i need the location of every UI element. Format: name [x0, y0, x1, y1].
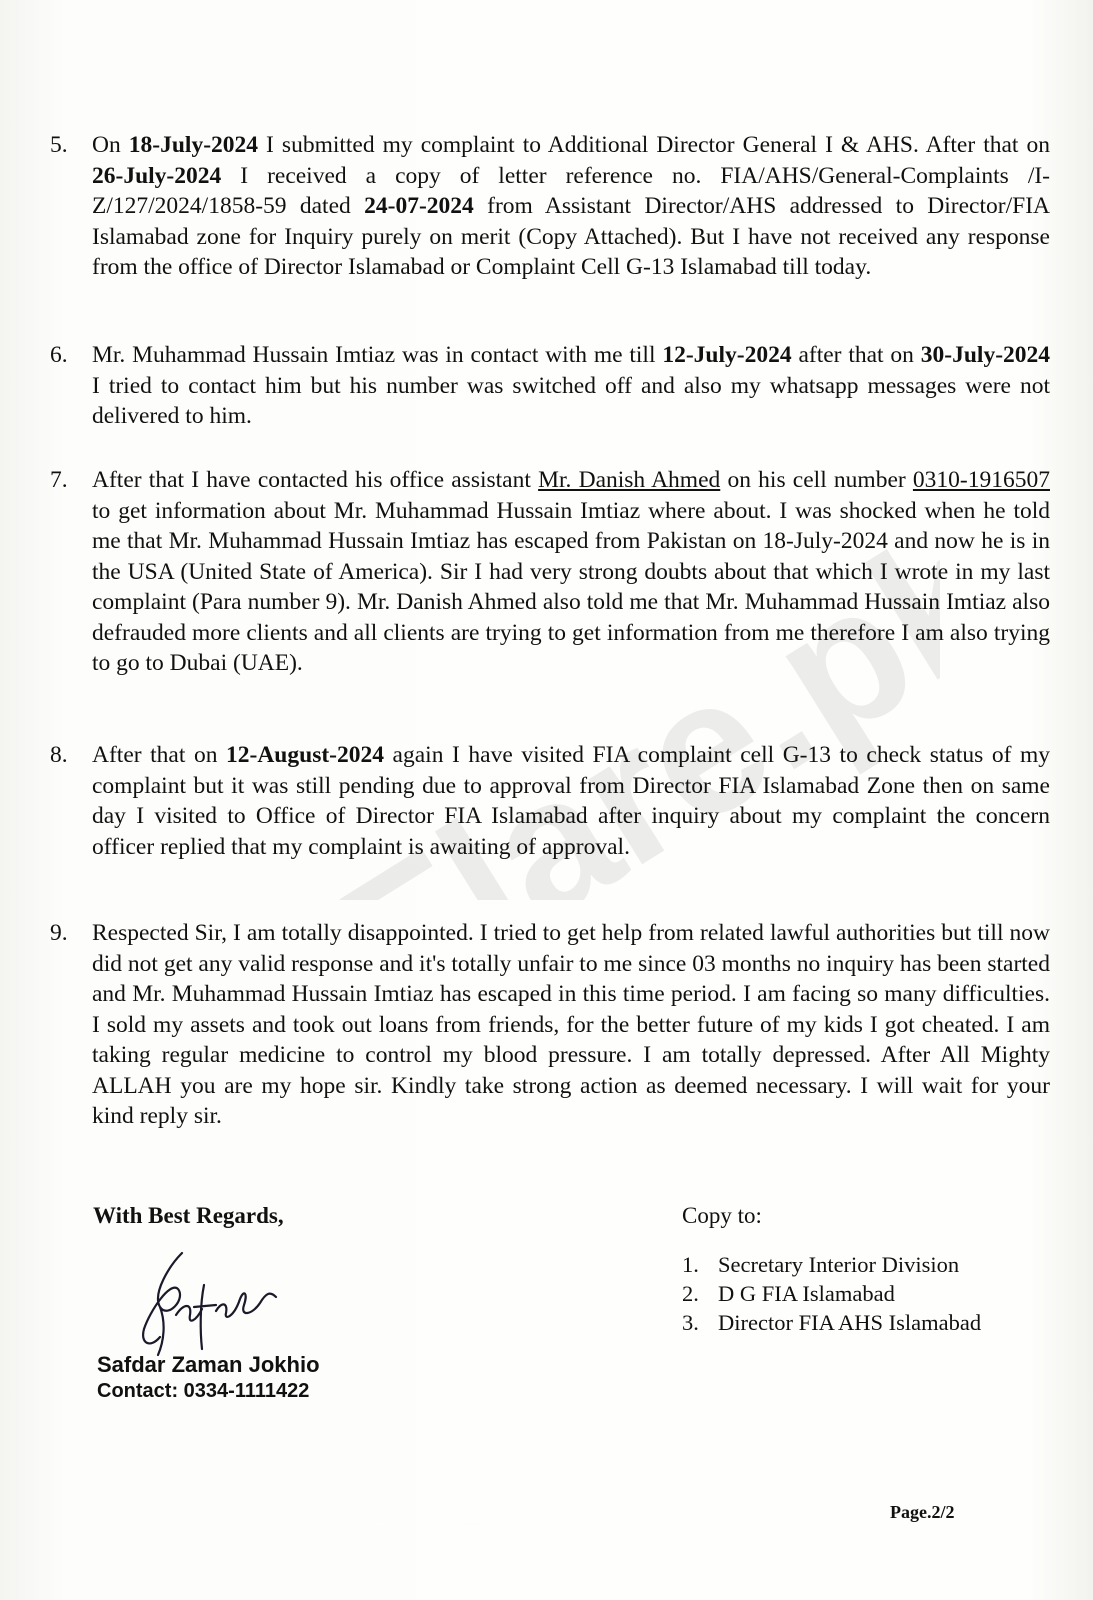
closing-regards: With Best Regards, [93, 1203, 284, 1228]
copy-to-item-label: Director FIA AHS Islamabad [718, 1310, 982, 1335]
text-segment: from Assistant Director/AHS addressed to Director/FIA Islamabad zone for Inquiry purely on merit (Copy Attached). But I have not received any response from the office of Director Islamabad or Complaint Cell G-13 Islamabad till today. [92, 193, 1050, 280]
bold-text: 18-July-2024 [128, 132, 259, 158]
signer-contact: Contact: 0334-1111422 [97, 1380, 310, 1402]
signer-name: Safdar Zaman Jokhio [97, 1352, 320, 1377]
paragraph-8 [50, 740, 1050, 862]
copy-to-item [682, 1308, 981, 1337]
text-segment: Mr. Muhammad Hussain Imtiaz was in contact with me till [92, 342, 663, 368]
copy-to-item [682, 1279, 981, 1308]
paragraph-text [92, 465, 1050, 679]
text-segment: After that on [92, 742, 227, 768]
paragraph-6 [50, 340, 1050, 432]
underlined-text: Mr. Danish Ahmed [538, 467, 721, 493]
paragraph-text [92, 918, 1050, 1132]
text-segment: Respected Sir, I am totally disappointed. I tried to get help from related lawful authorities but till now did not get any valid response and it's totally unfair to me since 03 months no inquiry has been started and Mr. Muhammad Hussain Imtiaz has escaped in this time period. I am facing so many difficulties. I sold my assets and took out loans from friends, for the better future of my kids I got cheated. I am taking regular medicine to control my blood pressure. I am totally depressed. After All Mighty ALLAH you are my hope sir. Kindly take strong action as deemed necessary. I will wait for your kind reply sir. [92, 920, 1050, 1129]
copy-to-item-number: 2. [682, 1281, 699, 1306]
paragraph-number: 5. [50, 132, 68, 158]
paragraph-7 [50, 465, 1050, 679]
copy-to-item-label: D G FIA Islamabad [718, 1281, 895, 1306]
bold-text: 24-07-2024 [364, 193, 474, 219]
copy-to-list [682, 1250, 981, 1337]
text-segment: again I have visited FIA complaint cell G-13 to check status of my complaint but it was still pending due to approval from Director FIA Islamabad Zone then on same day I visited to Office of Director FIA Islamabad after inquiry about my complaint the concern officer replied that my complaint is awaiting of approval. [92, 742, 1050, 860]
paragraph-number: 8. [50, 742, 68, 768]
text-segment: to get information about Mr. Muhammad Hussain Imtiaz where about. I was shocked when he told me that Mr. Muhammad Hussain Imtiaz has escaped from Pakistan on 18-July-2024 and now he is in the USA (United State of America). Sir I had very strong doubts about that which I wrote in my last complaint (Para number 9). Mr. Danish Ahmed also told me that Mr. Muhammad Hussain Imtiaz also defrauded more clients and all clients are trying to get information from me therefore I am also trying to go to Dubai (UAE). [92, 497, 1050, 676]
text-segment: I tried to contact him but his number was switched off and also my whatsapp messages were not delivered to him. [92, 372, 1050, 429]
paragraph-text [92, 130, 1050, 283]
text-segment: On [92, 132, 129, 158]
paragraph-5 [50, 130, 1050, 283]
text-segment: on his cell number [720, 467, 913, 493]
bold-text: 12-August-2024 [226, 742, 384, 768]
bold-text: 30-July-2024 [920, 342, 1051, 368]
handwritten-signature [130, 1245, 290, 1360]
bold-text: 26-July-2024 [92, 162, 222, 189]
paragraph-number: 7. [50, 467, 68, 493]
paragraph-number: 6. [50, 342, 68, 368]
paragraph-text [92, 740, 1050, 862]
text-segment: I received a copy of letter reference no. FIA/AHS/General-Complaints /I-Z/127/2024/1858-59 dated [92, 162, 1050, 219]
underlined-text: 0310-1916507 [912, 467, 1050, 493]
text-segment: after that on [791, 342, 921, 368]
signature-graphic [130, 1245, 290, 1360]
paragraph-number: 9. [50, 920, 68, 946]
watermark-text: Flare.pk [307, 540, 940, 900]
copy-to-item-label: Secretary Interior Division [718, 1252, 960, 1277]
copy-to-heading: Copy to: [682, 1203, 762, 1228]
paragraph-text [92, 340, 1050, 432]
copy-to-item [682, 1250, 981, 1279]
copy-to-item-number: 3. [682, 1310, 699, 1335]
paragraph-9 [50, 918, 1050, 1132]
bold-text: 12-July-2024 [662, 342, 792, 368]
text-segment: After that I have contacted his office assistant [92, 467, 539, 493]
text-segment: I submitted my complaint to Additional Director General I & AHS. After that on [258, 132, 1050, 158]
page-number: Page.2/2 [890, 1502, 955, 1522]
copy-to-item-number: 1. [682, 1252, 699, 1277]
